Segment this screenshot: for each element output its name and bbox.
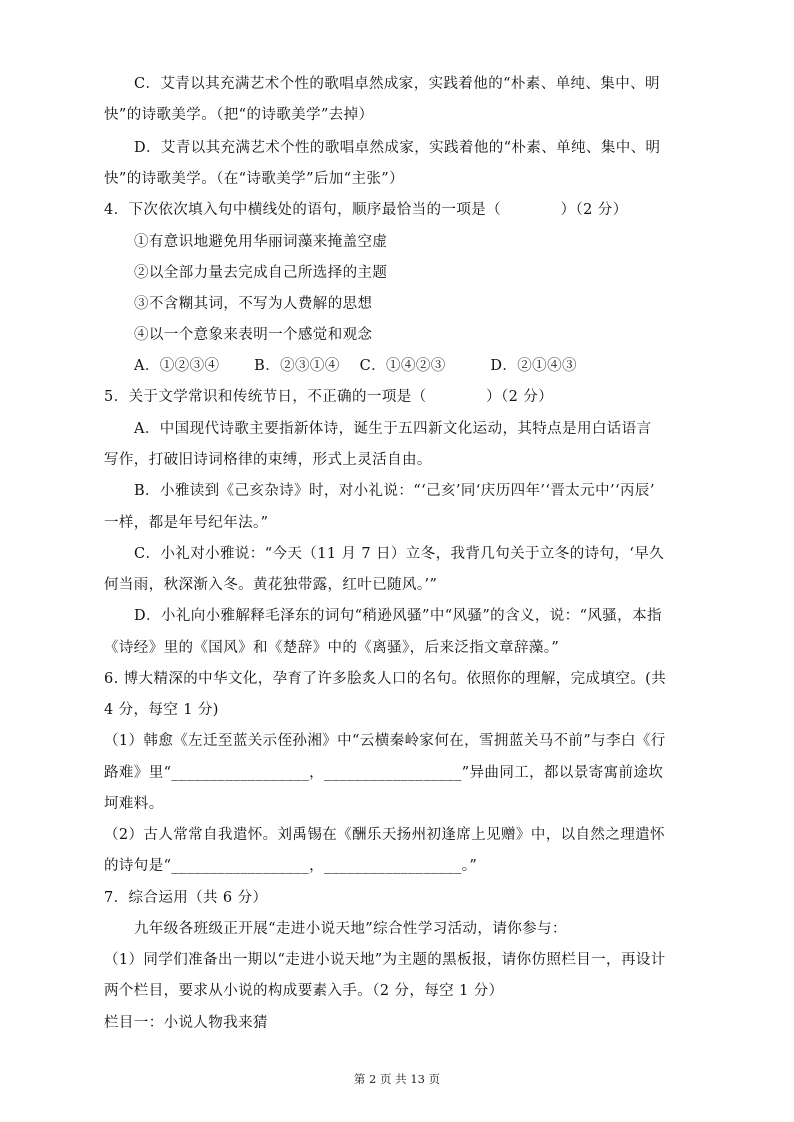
option-c-line-1: C．艾青以其充满艺术个性的歌唱卓然成家，实践着他的“朴素、单纯、集中、明 [134, 76, 660, 92]
q4-item-1: ①有意识地避免用华丽词藻来掩盖空虚 [134, 234, 388, 250]
q6-part-2-line-1: （2）古人常常自我遣怀。刘禹锡在《酬乐天扬州初逢席上见赠》中，以自然之理遣怀 [104, 827, 665, 843]
q5-option-a-line-1: A．中国现代诗歌主要指新体诗，诞生于五四新文化运动，其特点是用白话语言 [134, 421, 652, 437]
q5-option-a-line-2: 写作，打破旧诗词格律的束缚，形式上灵活自由。 [104, 452, 432, 468]
question-7-stem: 7．综合运用（共 6 分） [104, 890, 268, 906]
q6-part-1-line-2: 路难》里“__________________，__________________”异曲同工，都以景寄寓前途坎 [104, 765, 664, 781]
q7-part-1-line-2: 两个栏目，要求从小说的构成要素入手。（2 分，每空 1 分） [104, 983, 504, 999]
q5-option-d-line-2: 《诗经》里的《国风》和《楚辞》中的《离骚》，后来泛指文章辞藻。” [104, 640, 560, 656]
option-d-line-2: 快”的诗歌美学。（在“诗歌美学”后加“主张”） [104, 171, 405, 187]
option-c-line-2: 快”的诗歌美学。（把“的诗歌美学”去掉） [104, 107, 374, 123]
q6-part-1-line-3: 坷难料。 [104, 796, 164, 812]
q7-column-1: 栏目一：小说人物我来猜 [104, 1015, 268, 1031]
page-number-footer: 第 2 页 共 13 页 [353, 1072, 441, 1086]
q4-item-4: ④以一个意象来表明一个感觉和观念 [134, 327, 373, 343]
question-4-stem: 4．下次依次填入句中横线处的语句，顺序最恰当的一项是（ ）（2 分） [104, 202, 628, 218]
option-d-line-1: D．艾青以其充满艺术个性的歌唱卓然成家，实践着他的“朴素、单纯、集中、明 [134, 140, 661, 156]
q7-intro: 九年级各班级正开展“走进小说天地”综合性学习活动，请你参与： [134, 921, 567, 937]
q5-option-c-line-1: C．小礼对小雅说：“今天（11 月 7 日）立冬，我背几句关于立冬的诗句，‘早久 [134, 546, 665, 562]
q5-option-b-line-2: 一样，都是年号纪年法。” [104, 515, 269, 531]
question-6-stem-line-1: 6. 博大精深的中华文化，孕育了许多脍炙人口的名句。依照你的理解，完成填空。(共 [104, 671, 667, 687]
q6-part-2-line-2: 的诗句是“__________________，__________________。” [104, 858, 478, 874]
q6-part-1-line-1: （1）韩愈《左迁至蓝关示侄孙湘》中“云横秦岭家何在，雪拥蓝关马不前”与李白《行 [104, 733, 666, 749]
q5-option-c-line-2: 何当雨，秋深渐入冬。黄花独带露，红叶已随风。’” [104, 577, 438, 593]
q4-options: A．①②③④ B．②③①④ C．①④②③ D．②①④③ [134, 358, 577, 374]
q4-item-2: ②以全部力量去完成自己所选择的主题 [134, 265, 388, 281]
question-6-stem-line-2: 4 分，每空 1 分) [104, 702, 219, 718]
q5-option-d-line-1: D．小礼向小雅解释毛泽东的词句“稍逊风骚”中“风骚”的含义，说：“风骚，本指 [134, 608, 662, 624]
q4-item-3: ③不含糊其词，不写为人费解的思想 [134, 296, 373, 312]
question-5-stem: 5．关于文学常识和传统节日，不正确的一项是（ ）（2 分） [104, 389, 554, 405]
q5-option-b-line-1: B．小雅读到《己亥杂诗》时，对小礼说：“‘己亥’同‘庆历四年’‘晋太元中’‘丙辰’ [134, 483, 655, 499]
q7-part-1-line-1: （1）同学们准备出一期以“走进小说天地”为主题的黑板报，请你仿照栏目一，再设计 [104, 952, 666, 968]
